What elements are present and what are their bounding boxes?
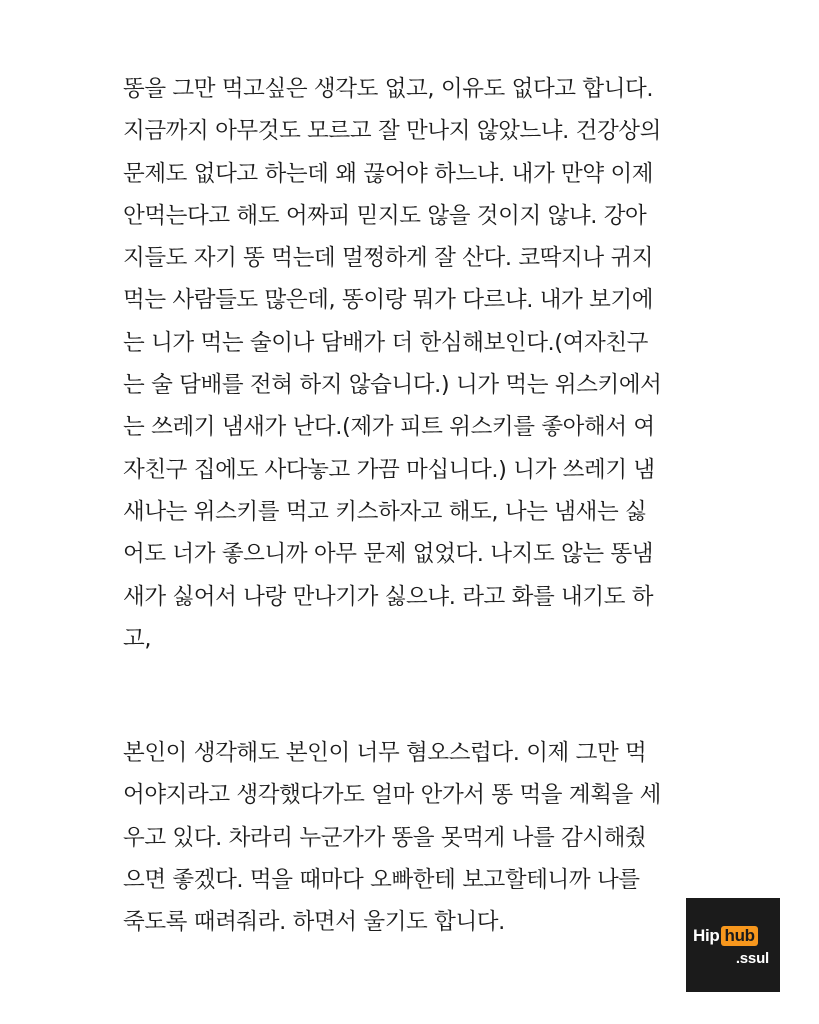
logo-hip-text: Hip <box>693 926 720 945</box>
text-line: 새가 싫어서 나랑 만나기가 싫으냐. 라고 화를 내기도 하 <box>123 583 654 610</box>
text-line: 안먹는다고 해도 어짜피 믿지도 않을 것이지 않냐. 강아 <box>123 202 647 229</box>
logo-hub-badge: hub <box>721 926 757 946</box>
text-line: 본인이 생각해도 본인이 너무 혐오스럽다. 이제 그만 먹 <box>123 740 647 766</box>
text-line: 는 쓰레기 냄새가 난다.(제가 피트 위스키를 좋아해서 여 <box>123 414 655 441</box>
text-line: 문제도 없다고 하는데 왜 끊어야 하느냐. 내가 만약 이제 <box>123 160 654 187</box>
text-line: 고, <box>123 625 152 652</box>
hiphub-ssul-logo <box>686 898 780 992</box>
text-line: 는 술 담배를 전혀 하지 않습니다.) 니가 먹는 위스키에서 <box>123 372 662 399</box>
logo-ssul-text: .ssul <box>735 950 769 967</box>
story-paragraph-2 <box>123 732 723 943</box>
text-line: 죽도록 때려줘라. 하면서 울기도 합니다. <box>123 909 505 936</box>
logo-wordmark <box>693 926 758 946</box>
text-line: 어도 너가 좋으니까 아무 문제 없었다. 나지도 않는 똥냄 <box>123 541 654 568</box>
story-paragraph-1 <box>123 68 723 660</box>
text-line: 으면 좋겠다. 먹을 때마다 오빠한테 보고할테니까 나를 <box>123 866 640 893</box>
text-line: 새나는 위스키를 먹고 키스하자고 해도, 나는 냄새는 싫 <box>123 498 647 525</box>
text-line: 똥을 그만 먹고싶은 생각도 없고, 이유도 없다고 합니다. <box>123 76 654 102</box>
text-line: 자친구 집에도 사다놓고 가끔 마십니다.) 니가 쓰레기 냄 <box>123 456 655 483</box>
text-line: 우고 있다. 차라리 누군가가 똥을 못먹게 나를 감시해줬 <box>123 824 647 851</box>
text-line: 어야지라고 생각했다가도 얼마 안가서 똥 먹을 계획을 세 <box>123 782 661 809</box>
text-line: 지들도 자기 똥 먹는데 멀쩡하게 잘 산다. 코딱지나 귀지 <box>123 245 654 272</box>
text-line: 지금까지 아무것도 모르고 잘 만나지 않았느냐. 건강상의 <box>123 118 661 145</box>
text-line: 는 니가 먹는 술이나 담배가 더 한심해보인다.(여자친구 <box>123 329 649 356</box>
text-line: 먹는 사람들도 많은데, 똥이랑 뭐가 다르냐. 내가 보기에 <box>123 287 654 314</box>
